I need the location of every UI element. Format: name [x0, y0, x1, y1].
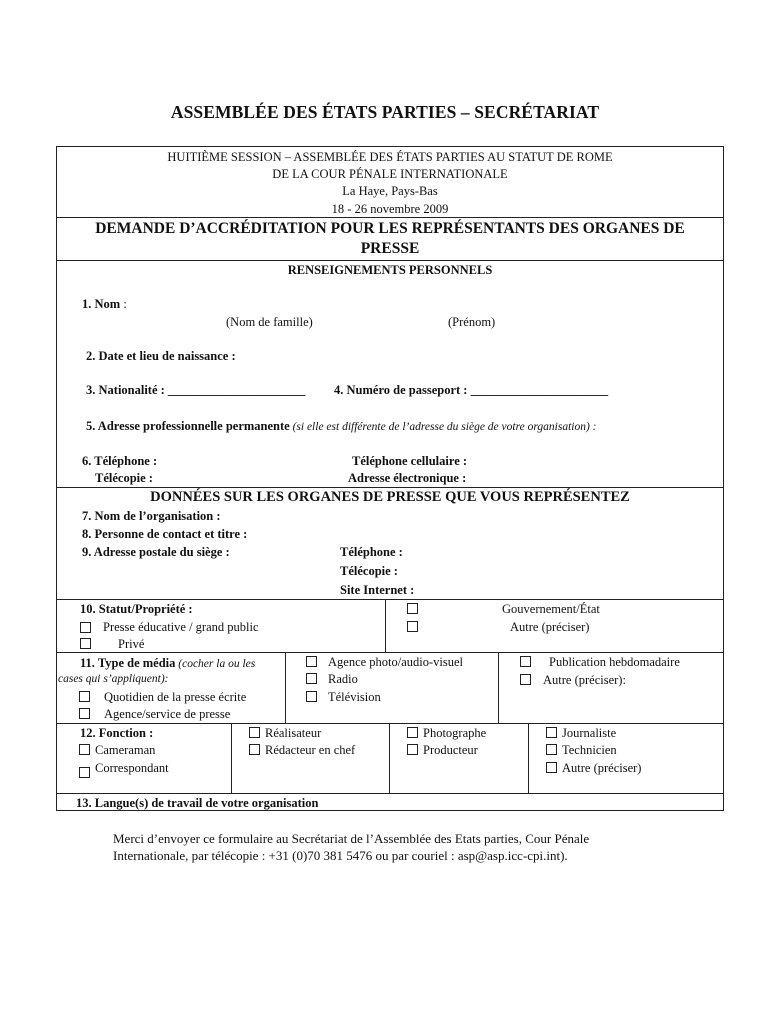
adresse-note: (si elle est différente de l’adresse du siège de votre organisation) :	[289, 421, 597, 433]
media-checkbox-radio[interactable]	[306, 673, 317, 684]
media-checkbox-agence-photo[interactable]	[306, 656, 317, 667]
divider	[56, 793, 724, 794]
press-heading: DONNÉES SUR LES ORGANES DE PRESSE QUE VOUS REPRÉSENTEZ	[150, 489, 630, 505]
fonction-checkbox-realisateur[interactable]	[249, 727, 260, 738]
telecopie-field[interactable]: Télécopie :	[95, 471, 153, 485]
fonction-option-label: Cameraman	[95, 743, 156, 757]
media-option-label: Radio	[328, 672, 358, 686]
fonction-checkbox-autre[interactable]	[546, 762, 557, 773]
fonction-label: 12. Fonction :	[80, 726, 154, 740]
fonction-option-label: Producteur	[423, 743, 478, 757]
fonction-checkbox-correspondant[interactable]	[79, 767, 90, 778]
fonction-checkbox-technicien[interactable]	[546, 744, 557, 755]
form-title-line-1: DEMANDE D’ACCRÉDITATION POUR LES REPRÉSENTANTS DES ORGANES DE	[95, 220, 685, 237]
media-note-line-2: cases qui s’appliquent):	[58, 673, 169, 685]
statut-checkbox-presse-educative[interactable]	[80, 622, 91, 633]
statut-option-label: Presse éducative / grand public	[103, 620, 259, 634]
statut-option-label: Gouvernement/État	[502, 602, 600, 616]
media-option-label: Autre (préciser):	[543, 673, 626, 687]
fonction-option-label: Photographe	[423, 726, 487, 740]
adresse-siege-field[interactable]: 9. Adresse postale du siège :	[82, 545, 230, 559]
fonction-option-label: Journaliste	[562, 726, 617, 740]
fonction-checkbox-photographe[interactable]	[407, 727, 418, 738]
fonction-checkbox-cameraman[interactable]	[79, 744, 90, 755]
form-title-line-2: PRESSE	[360, 240, 420, 257]
location: La Haye, Pays-Bas	[342, 184, 438, 198]
fonction-option-label: Correspondant	[95, 761, 169, 775]
session-line-2: DE LA COUR PÉNALE INTERNATIONALE	[272, 167, 508, 181]
site-internet-field[interactable]: Site Internet :	[340, 583, 415, 597]
divider	[389, 723, 390, 793]
statut-checkbox-gouvernement[interactable]	[407, 603, 418, 614]
footer-line-2: Internationale, par télécopie : +31 (0)70 381 5476 ou par couriel : asp@asp.icc-cpi.int).	[113, 848, 568, 863]
fonction-option-label: Réalisateur	[265, 726, 322, 740]
divider	[56, 217, 724, 218]
nationalite-field[interactable]: 3. Nationalité : ______________________	[86, 383, 306, 397]
divider	[498, 652, 499, 723]
media-checkbox-television[interactable]	[306, 691, 317, 702]
fonction-option-label: Technicien	[562, 743, 617, 757]
contact-field[interactable]: 8. Personne de contact et titre :	[82, 527, 248, 541]
fonction-option-label: Autre (préciser)	[562, 761, 642, 775]
divider	[56, 723, 724, 724]
divider	[385, 599, 386, 652]
fonction-checkbox-producteur[interactable]	[407, 744, 418, 755]
footer-line-1: Merci d’envoyer ce formulaire au Secrétariat de l’Assemblée des Etats parties, Cour Pénale	[113, 831, 590, 846]
divider	[285, 652, 286, 723]
prenom-hint: (Prénom)	[448, 315, 496, 329]
divider	[231, 723, 232, 793]
adresse-field[interactable]	[86, 419, 597, 434]
statut-label: 10. Statut/Propriété :	[80, 602, 193, 616]
divider	[56, 487, 724, 488]
nom-colon: :	[120, 297, 127, 311]
adresse-label: 5. Adresse professionnelle permanente	[86, 419, 290, 433]
passeport-field[interactable]: 4. Numéro de passeport : ______________________	[334, 383, 609, 397]
media-option-label: Agence/service de presse	[104, 707, 231, 721]
media-option-label: Quotidien de la presse écrite	[104, 690, 247, 704]
divider	[56, 260, 724, 261]
date-naissance-field[interactable]: 2. Date et lieu de naissance :	[86, 349, 236, 363]
divider	[56, 652, 724, 653]
org-telecopie-field[interactable]: Télécopie :	[340, 564, 398, 578]
media-checkbox-quotidien[interactable]	[79, 691, 90, 702]
media-option-label: Publication hebdomadaire	[549, 655, 680, 669]
langue-field[interactable]: 13. Langue(s) de travail de votre organisation	[76, 796, 319, 810]
cellulaire-field[interactable]: Téléphone cellulaire :	[352, 454, 468, 468]
nom-field[interactable]	[82, 297, 127, 312]
media-label	[80, 656, 255, 671]
page-title: ASSEMBLÉE DES ÉTATS PARTIES – SECRÉTARIAT	[170, 102, 600, 122]
statut-option-label: Autre (préciser)	[510, 620, 590, 634]
nom-label: 1. Nom	[82, 297, 121, 311]
fonction-checkbox-redacteur[interactable]	[249, 744, 260, 755]
media-option-label: Télévision	[328, 690, 381, 704]
statut-checkbox-autre[interactable]	[407, 621, 418, 632]
media-option-label: Agence photo/audio-visuel	[328, 655, 464, 669]
statut-option-label: Privé	[118, 637, 145, 651]
divider	[56, 599, 724, 600]
dates: 18 - 26 novembre 2009	[331, 202, 449, 216]
media-checkbox-agence-presse[interactable]	[79, 708, 90, 719]
media-note: (cocher la ou les	[175, 658, 256, 670]
media-checkbox-autre[interactable]	[520, 674, 531, 685]
divider	[528, 723, 529, 793]
org-telephone-field[interactable]: Téléphone :	[340, 545, 403, 559]
fonction-option-label: Rédacteur en chef	[265, 743, 356, 757]
org-name-field[interactable]: 7. Nom de l’organisation :	[82, 509, 221, 523]
telephone-field[interactable]: 6. Téléphone :	[82, 454, 158, 468]
fonction-checkbox-journaliste[interactable]	[546, 727, 557, 738]
nom-famille-hint: (Nom de famille)	[226, 315, 313, 329]
media-label-text: 11. Type de média	[80, 656, 176, 670]
session-line-1: HUITIÈME SESSION – ASSEMBLÉE DES ÉTATS PARTIES AU STATUT DE ROME	[167, 150, 613, 164]
email-field[interactable]: Adresse électronique :	[348, 471, 467, 485]
statut-checkbox-prive[interactable]	[80, 638, 91, 649]
media-checkbox-hebdomadaire[interactable]	[520, 656, 531, 667]
personal-heading: RENSEIGNEMENTS PERSONNELS	[287, 263, 493, 277]
